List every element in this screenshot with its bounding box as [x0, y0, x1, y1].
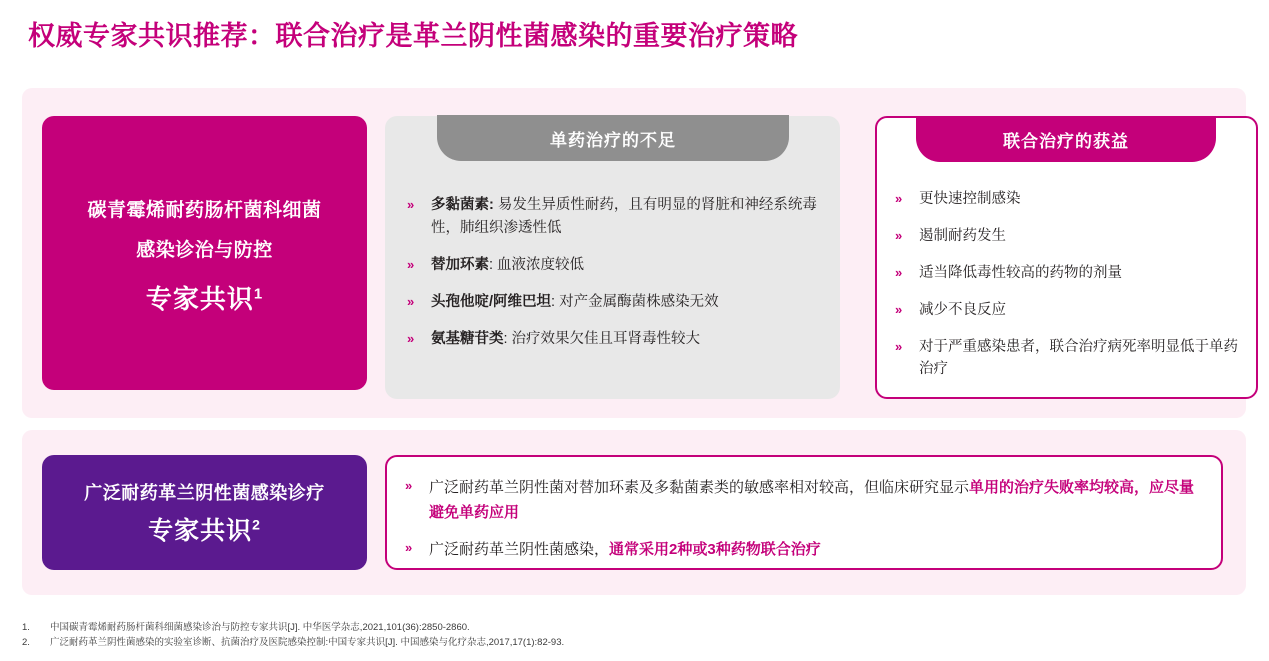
bullet-arrow-icon: »	[895, 302, 900, 317]
consensus-card-1-line2: 感染诊治与防控	[136, 239, 273, 261]
upper-panel	[22, 88, 1246, 418]
list-item-desc: : 对产金属酶菌株感染无效	[551, 294, 719, 310]
list-item-text: 对于严重感染患者，联合治疗病死率明显低于单药治疗	[919, 339, 1238, 377]
bullet-arrow-icon: »	[407, 257, 412, 272]
consensus-card-2-title-text: 专家共识	[148, 516, 253, 545]
consensus-card-1-line1: 碳青霉烯耐药肠杆菌科细菌	[87, 199, 322, 221]
list-item-text: 遏制耐药发生	[919, 228, 1006, 244]
consensus-card-2	[42, 455, 367, 570]
monotherapy-limitations-list	[407, 194, 826, 365]
list-item-text	[431, 194, 826, 240]
list-item-text: 减少不良反应	[919, 302, 1006, 318]
list-item	[895, 336, 1244, 380]
list-item-desc: : 血液浓度较低	[489, 257, 585, 273]
list-item-term: 氨基糖苷类	[431, 331, 504, 347]
bullet-arrow-icon: »	[405, 478, 410, 493]
list-item	[407, 254, 826, 277]
footnote-row	[22, 620, 1122, 635]
consensus-card-2-ref: 2	[252, 516, 261, 533]
list-item	[895, 188, 1244, 210]
list-item-desc: 易发生异质性耐药，且有明显的肾脏和神经系统毒性，肺组织渗透性低	[431, 197, 817, 236]
xdr-recommendations-card	[385, 455, 1223, 570]
list-item-text	[431, 291, 719, 314]
list-item-text	[431, 328, 700, 351]
monotherapy-limitations-caption: 单药治疗的不足	[437, 115, 789, 161]
list-item-text: 更快速控制感染	[919, 191, 1021, 207]
consensus-card-1	[42, 116, 367, 390]
page-title: 权威专家共识推荐：联合治疗是革兰阴性菌感染的重要治疗策略	[28, 21, 798, 51]
list-item-term: 头孢他啶/阿维巴坦	[431, 294, 552, 310]
list-item-plain: 广泛耐药革兰阴性菌对替加环素及多黏菌素类的敏感率相对较高，但临床研究显示	[429, 479, 970, 496]
list-item	[407, 194, 826, 240]
list-item-text	[429, 475, 1205, 525]
consensus-card-2-title	[148, 511, 261, 547]
list-item-highlight: 单用的治疗失败率均较高，应尽量避免单药应用	[429, 479, 1195, 521]
list-item	[895, 299, 1244, 321]
bullet-arrow-icon: »	[895, 339, 900, 354]
list-item	[407, 328, 826, 351]
bullet-arrow-icon: »	[895, 191, 900, 206]
list-item-text	[429, 537, 821, 562]
list-item-term: 替加环素	[431, 257, 489, 273]
list-item-desc: : 治疗效果欠佳且耳肾毒性较大	[503, 331, 701, 347]
bullet-arrow-icon: »	[407, 294, 412, 309]
bullet-arrow-icon: »	[407, 197, 412, 212]
list-item	[895, 262, 1244, 284]
list-item	[407, 291, 826, 314]
bullet-arrow-icon: »	[895, 228, 900, 243]
list-item-plain: 广泛耐药革兰阴性菌感染，	[429, 541, 610, 558]
footnote-number: 1.	[22, 622, 30, 633]
footnote-row	[22, 635, 1122, 650]
bullet-arrow-icon: »	[407, 331, 412, 346]
footnote-number: 2.	[22, 637, 30, 648]
monotherapy-limitations-card	[385, 116, 840, 399]
combination-benefits-caption: 联合治疗的获益	[916, 116, 1216, 162]
list-item	[895, 225, 1244, 247]
footnotes	[22, 620, 1122, 650]
consensus-card-1-ref: 1	[253, 284, 264, 302]
consensus-card-1-title-text: 专家共识	[145, 283, 254, 314]
footnote-text: 中国碳青霉烯耐药肠杆菌科细菌感染诊治与防控专家共识[J]. 中华医学杂志,2021,101(36):2850-2860.	[50, 622, 470, 633]
list-item	[405, 537, 1205, 562]
list-item-text	[431, 254, 584, 277]
list-item-term: 多黏菌素:	[431, 197, 494, 213]
xdr-recommendations-list	[405, 475, 1205, 574]
list-item-text: 适当降低毒性较高的药物的剂量	[919, 265, 1122, 281]
list-item	[405, 475, 1205, 525]
bullet-arrow-icon: »	[405, 540, 410, 555]
lower-panel	[22, 430, 1246, 595]
combination-benefits-card	[875, 116, 1258, 399]
bullet-arrow-icon: »	[895, 265, 900, 280]
combination-benefits-list	[895, 188, 1244, 395]
list-item-highlight: 通常采用2种或3种药物联合治疗	[609, 541, 821, 558]
consensus-card-2-line1: 广泛耐药革兰阴性菌感染诊疗	[84, 482, 325, 503]
footnote-text: 广泛耐药革兰阴性菌感染的实验室诊断、抗菌治疗及医院感染控制:中国专家共识[J]. 中国感染与化疗杂志,2017,17(1):82-93.	[50, 637, 565, 648]
consensus-card-1-title	[146, 279, 263, 316]
